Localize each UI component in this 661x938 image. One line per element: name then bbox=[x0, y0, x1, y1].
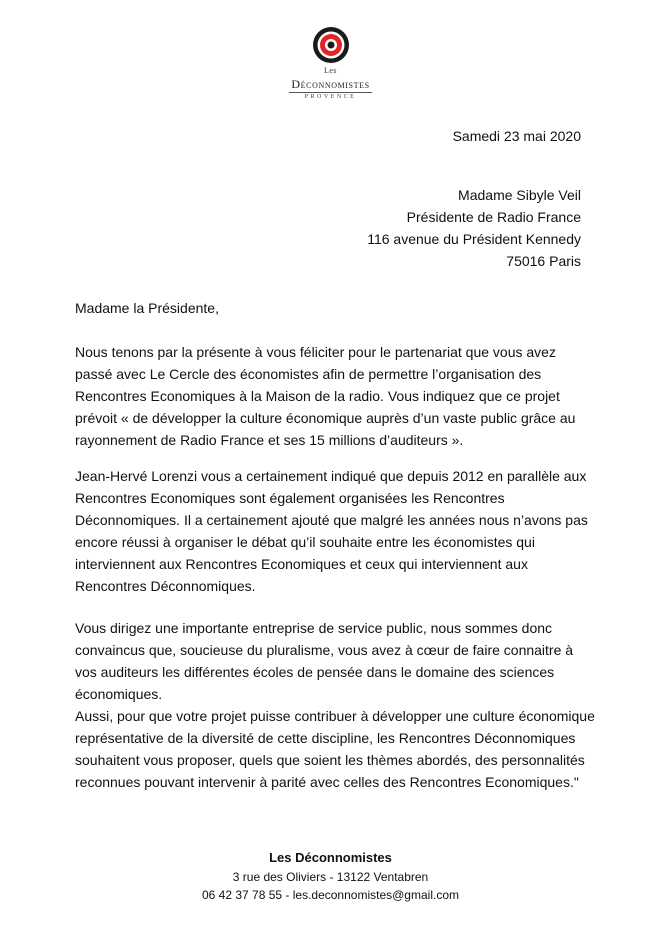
logo-region-text: PROVENCE bbox=[304, 94, 357, 100]
footer-contact: 06 42 37 78 55 - les.deconnomistes@gmail.com bbox=[202, 888, 459, 902]
deconnomistes-target-icon bbox=[312, 26, 350, 64]
salutation: Madame la Présidente, bbox=[75, 300, 219, 316]
paragraph-public-service: Vous dirigez une importante entreprise de service public, nous sommes donc convaincus que, soucieuse du pluralisme, vous avez à cœur de faire connaitre à vos auditeurs les différentes écoles de pensée dans le domaine des sciences économiques. bbox=[75, 620, 574, 702]
recipient-title: Présidente de Radio France bbox=[406, 209, 581, 225]
footer-address: 3 rue des Oliviers - 13122 Ventabren bbox=[232, 870, 429, 884]
recipient-street: 116 avenue du Président Kennedy bbox=[367, 231, 581, 247]
recipient-city: 75016 Paris bbox=[506, 253, 581, 269]
paragraph-lorenzi: Jean-Hervé Lorenzi vous a certainement indiqué que depuis 2012 en parallèle aux Rencontres Economiques sont également organisées les Rencontres Déconnomiques. Il a certainement ajouté que malgré les années nous n’avons pas encore réussi à organiser le débat qu’il souhaite entre les économistes qui interviennent aux Rencontres Economiques et ceux qui interviennent aux Rencontres Déconnomiques. bbox=[75, 468, 588, 594]
logo-les-text: Les bbox=[323, 66, 338, 75]
logo-name-text: Déconnomistes bbox=[291, 77, 370, 91]
footer-organization-name: Les Déconnomistes bbox=[269, 850, 392, 865]
letterhead-logo bbox=[0, 26, 661, 102]
letter-footer bbox=[0, 848, 661, 904]
recipient-name: Madame Sibyle Veil bbox=[458, 187, 581, 203]
paragraph-partnership: Nous tenons par la présente à vous féliciter pour le partenariat que vous avez passé avec Le Cercle des économistes afin de permettre l’organisation des Rencontres Economiques à la Maison de la radio. Vous indiquez que ce projet prévoit « de développer la culture économique auprès d’un vaste public grâce au rayonnement de Radio France et ses 15 millions d’auditeurs ». bbox=[75, 344, 576, 448]
letter-date: Samedi 23 mai 2020 bbox=[452, 128, 581, 144]
recipient-address bbox=[367, 184, 581, 272]
paragraph-proposal: Aussi, pour que votre projet puisse contribuer à développer une culture économique représentative de la diversité de cette discipline, les Rencontres Déconnomiques souhaitent vous proposer, quels que soient les thèmes abordés, des personnalités reconnues pouvant intervenir à parité avec celles des Rencontres Economiques." bbox=[75, 708, 595, 790]
